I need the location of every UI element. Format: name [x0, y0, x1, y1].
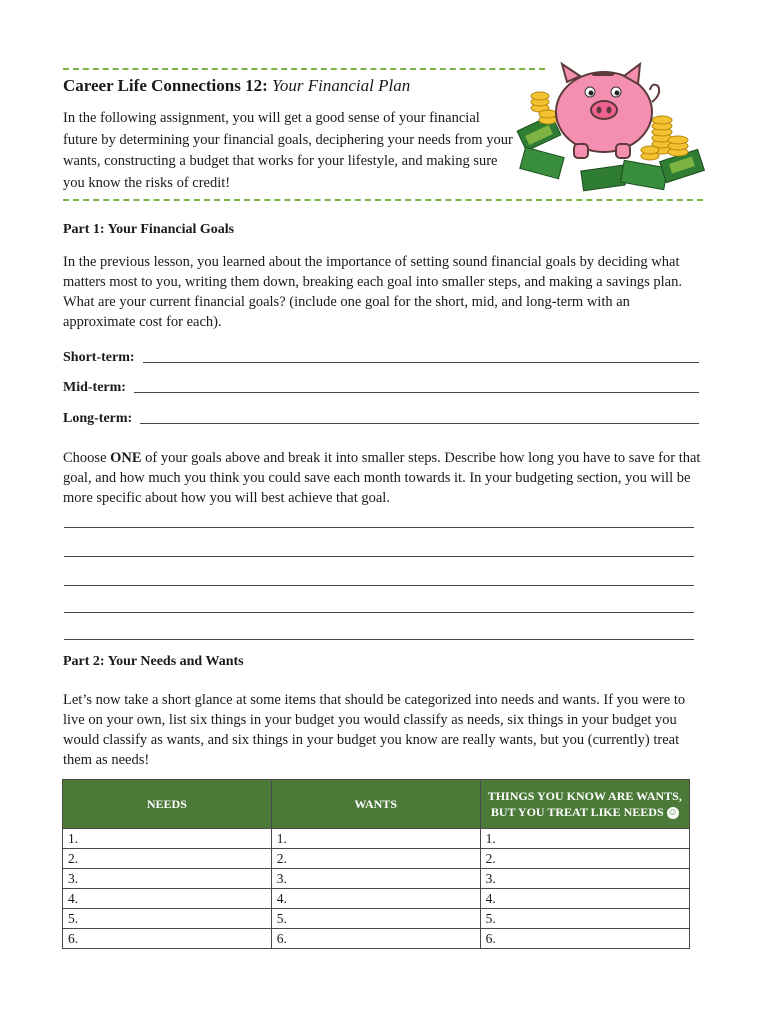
short-term-label: Short-term:	[63, 350, 135, 365]
smiley-icon: ☺	[667, 807, 678, 819]
treat-cell[interactable]: 3.	[480, 869, 689, 889]
wants-cell[interactable]: 5.	[271, 909, 480, 929]
choose-after: of your goals above and break it into smaller steps. Describe how long you have to save for that goal, and how much you think you could save each month towards it. In your budgeting section, you will be more specific about how you will best achieve that goal.	[63, 450, 701, 506]
mid-term-line[interactable]	[134, 392, 699, 393]
wants-cell[interactable]: 1.	[271, 829, 480, 849]
treat-cell[interactable]: 4.	[480, 889, 689, 909]
intro-paragraph: In the following assignment, you will get a good sense of your financial future by determining your financial goals, deciphering your needs from your wants, constructing a budget that works for your lifestyle, and making sure you know the risks of credit!	[63, 110, 513, 191]
part1-heading: Part 1: Your Financial Goals	[63, 222, 235, 237]
answer-line-1[interactable]	[64, 527, 694, 528]
part2-paragraph: Let’s now take a short glance at some items that should be categorized into needs and wants. If you were to live on your own, list six things in your budget you would classify as needs, six things in your budget you would classify as wants, and six things in your budget you know are really wants, but you (currently) treat them as needs!	[63, 692, 686, 768]
top-dashed-divider	[63, 68, 545, 70]
treat-cell[interactable]: 5.	[480, 909, 689, 929]
treat-like-needs-header	[480, 780, 689, 829]
treat-cell[interactable]: 6.	[480, 929, 689, 949]
page-title	[63, 76, 410, 96]
table-row	[63, 909, 690, 929]
treat-cell[interactable]: 1.	[480, 829, 689, 849]
treat-like-needs-label: THINGS YOU KNOW ARE WANTS, BUT YOU TREAT LIKE NEEDS	[487, 789, 682, 819]
wants-cell[interactable]: 3.	[271, 869, 480, 889]
table-row	[63, 849, 690, 869]
part2-heading: Part 2: Your Needs and Wants	[63, 654, 244, 669]
long-term-line[interactable]	[140, 423, 699, 424]
answer-line-2[interactable]	[64, 556, 694, 557]
wants-cell[interactable]: 2.	[271, 849, 480, 869]
needs-wants-table	[62, 779, 690, 949]
title-italic: Your Financial Plan	[272, 76, 411, 95]
table-row	[63, 869, 690, 889]
needs-cell[interactable]: 6.	[63, 929, 272, 949]
choose-one-paragraph	[63, 448, 703, 508]
table-row	[63, 889, 690, 909]
answer-line-5[interactable]	[64, 639, 694, 640]
mid-term-label: Mid-term:	[63, 380, 126, 395]
needs-cell[interactable]: 3.	[63, 869, 272, 889]
table-header-row	[63, 780, 690, 829]
wants-header: WANTS	[271, 780, 480, 829]
needs-cell[interactable]: 5.	[63, 909, 272, 929]
mid-term-field[interactable]	[63, 374, 699, 396]
long-term-field[interactable]	[63, 405, 699, 427]
wants-cell[interactable]: 6.	[271, 929, 480, 949]
table-row	[63, 929, 690, 949]
needs-cell[interactable]: 2.	[63, 849, 272, 869]
choose-before: Choose	[63, 450, 111, 466]
short-term-field[interactable]	[63, 344, 699, 366]
part1-paragraph: In the previous lesson, you learned about the importance of setting sound financial goals by deciding what matters most to you, writing them down, breaking each goal into smaller steps, and making a savings plan. What are your current financial goals? (include one goal for the short, mid, and long-term with an approximate cost for each).	[63, 254, 682, 330]
table-row	[63, 829, 690, 849]
treat-cell[interactable]: 2.	[480, 849, 689, 869]
title-plain: Career Life Connections 12:	[63, 76, 273, 95]
needs-header: NEEDS	[63, 780, 272, 829]
needs-cell[interactable]: 1.	[63, 829, 272, 849]
piggy-bank-icon	[512, 60, 712, 195]
answer-line-3[interactable]	[64, 585, 694, 586]
needs-cell[interactable]: 4.	[63, 889, 272, 909]
choose-bold: ONE	[110, 450, 142, 466]
header-dashed-divider	[63, 199, 703, 201]
answer-line-4[interactable]	[64, 612, 694, 613]
wants-cell[interactable]: 4.	[271, 889, 480, 909]
long-term-label: Long-term:	[63, 411, 133, 426]
short-term-line[interactable]	[143, 362, 699, 363]
